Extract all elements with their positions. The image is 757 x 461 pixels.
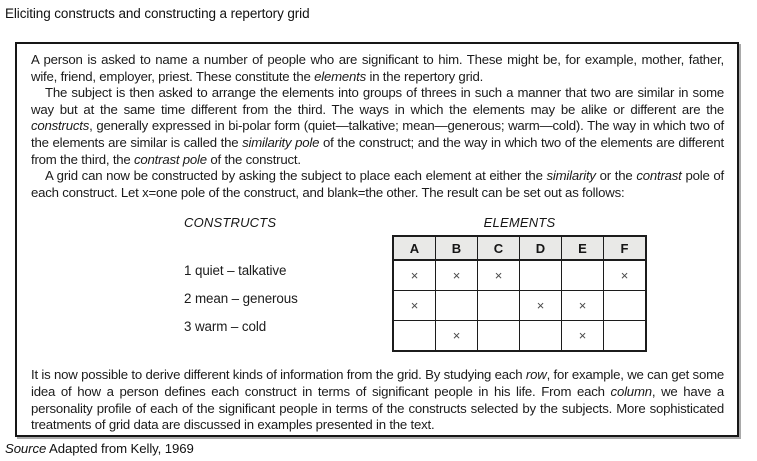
source-label: Source	[5, 441, 47, 456]
construct-label-list	[184, 257, 392, 341]
construct-label: 2 mean – generous	[184, 291, 298, 307]
paragraph	[31, 85, 724, 168]
text-segment: It is now possible to derive different kinds of information from the grid. By studying each	[31, 367, 526, 383]
element-column-header: A	[393, 236, 436, 260]
box-text-bottom	[31, 367, 724, 433]
grid-cell-blank	[562, 260, 604, 291]
grid-cell-blank	[393, 321, 436, 352]
construct-label: 3 warm – cold	[184, 319, 267, 335]
emphasized-text: similarity pole	[242, 134, 320, 150]
repertory-grid-section	[184, 215, 724, 352]
grid-cell-blank	[604, 291, 647, 321]
element-column-header: E	[562, 236, 604, 260]
text-segment: of the construct.	[206, 151, 301, 167]
grid-cell-marked: ×	[436, 260, 478, 291]
grid-cell-marked: ×	[436, 321, 478, 352]
grid-cell-blank	[436, 291, 478, 321]
grid-cell-blank	[478, 291, 520, 321]
paragraph	[31, 168, 724, 201]
element-column-header: F	[604, 236, 647, 260]
grid-cell-marked: ×	[604, 260, 647, 291]
grid-cell-marked: ×	[562, 321, 604, 352]
element-column-header: D	[520, 236, 562, 260]
source-line	[5, 441, 194, 456]
exhibit-box	[15, 42, 739, 437]
elements-column	[392, 215, 647, 352]
paragraph	[31, 367, 724, 433]
text-segment: A grid can now be constructed by asking the subject to place each element at either the	[45, 168, 547, 184]
grid-cell-marked: ×	[393, 260, 436, 291]
emphasized-text: contrast	[636, 168, 682, 184]
emphasized-text: row	[525, 367, 547, 383]
text-segment: pole of each construct. Let x=one pole of the construct, and blank=the other. The result can be set out as follows:	[31, 168, 724, 200]
emphasized-text: column	[610, 383, 652, 399]
grid-cell-marked: ×	[520, 291, 562, 321]
grid-row	[393, 260, 646, 291]
box-text-top	[31, 52, 724, 201]
construct-label: 1 quiet – talkative	[184, 263, 287, 279]
grid-cell-marked: ×	[393, 291, 436, 321]
paragraph	[31, 52, 724, 85]
repertory-grid-table	[392, 235, 647, 352]
text-segment: The subject is then asked to arrange the elements into groups of threes in such a manner that two are similar in some way but at the same time different from the third. The ways in which the elements may be alike or different are the	[31, 85, 724, 117]
emphasized-text: contrast pole	[134, 151, 207, 167]
grid-cell-marked: ×	[478, 260, 520, 291]
text-segment: A person is asked to name a number of people who are significant to him. These might be, for example, mother, father, wife, friend, employer, priest. These constitute the	[31, 52, 724, 84]
grid-cell-blank	[478, 321, 520, 352]
emphasized-text: constructs	[31, 118, 90, 134]
grid-row	[393, 321, 646, 352]
grid-cell-blank	[604, 321, 647, 352]
constructs-column	[184, 215, 392, 352]
page-title: Eliciting constructs and constructing a repertory grid	[5, 6, 310, 21]
grid-header-row	[393, 236, 646, 260]
text-segment: , generally expressed in bi-polar form (quiet—talkative; mean—generous; warm—cold). The way in which two of the elements are similar is called the	[31, 118, 724, 150]
grid-row	[393, 291, 646, 321]
text-segment: of the construct; and the way in which two of the elements are different from the third, the	[31, 134, 724, 167]
text-segment: or the	[595, 168, 637, 184]
text-segment: , we have a personality profile of each of the significant people in terms of the constructs selected by the subjects. More sophisticated treatments of grid data are discussed in examples presented in the text.	[31, 383, 724, 433]
source-text: Adapted from Kelly, 1969	[46, 441, 194, 456]
grid-body	[393, 260, 646, 351]
element-column-header: B	[436, 236, 478, 260]
emphasized-text: similarity	[546, 168, 596, 184]
emphasized-text: elements	[314, 68, 367, 84]
grid-cell-marked: ×	[562, 291, 604, 321]
grid-cell-blank	[520, 321, 562, 352]
constructs-heading: CONSTRUCTS	[184, 215, 277, 231]
text-segment: , for example, we can get some idea of how a person defines each construct in terms of significant people in his life. From each	[31, 367, 724, 399]
grid-cell-blank	[520, 260, 562, 291]
constructs-spacer	[184, 231, 392, 257]
element-column-header: C	[478, 236, 520, 260]
text-segment: in the repertory grid.	[366, 68, 484, 84]
elements-heading: ELEMENTS	[483, 215, 556, 231]
